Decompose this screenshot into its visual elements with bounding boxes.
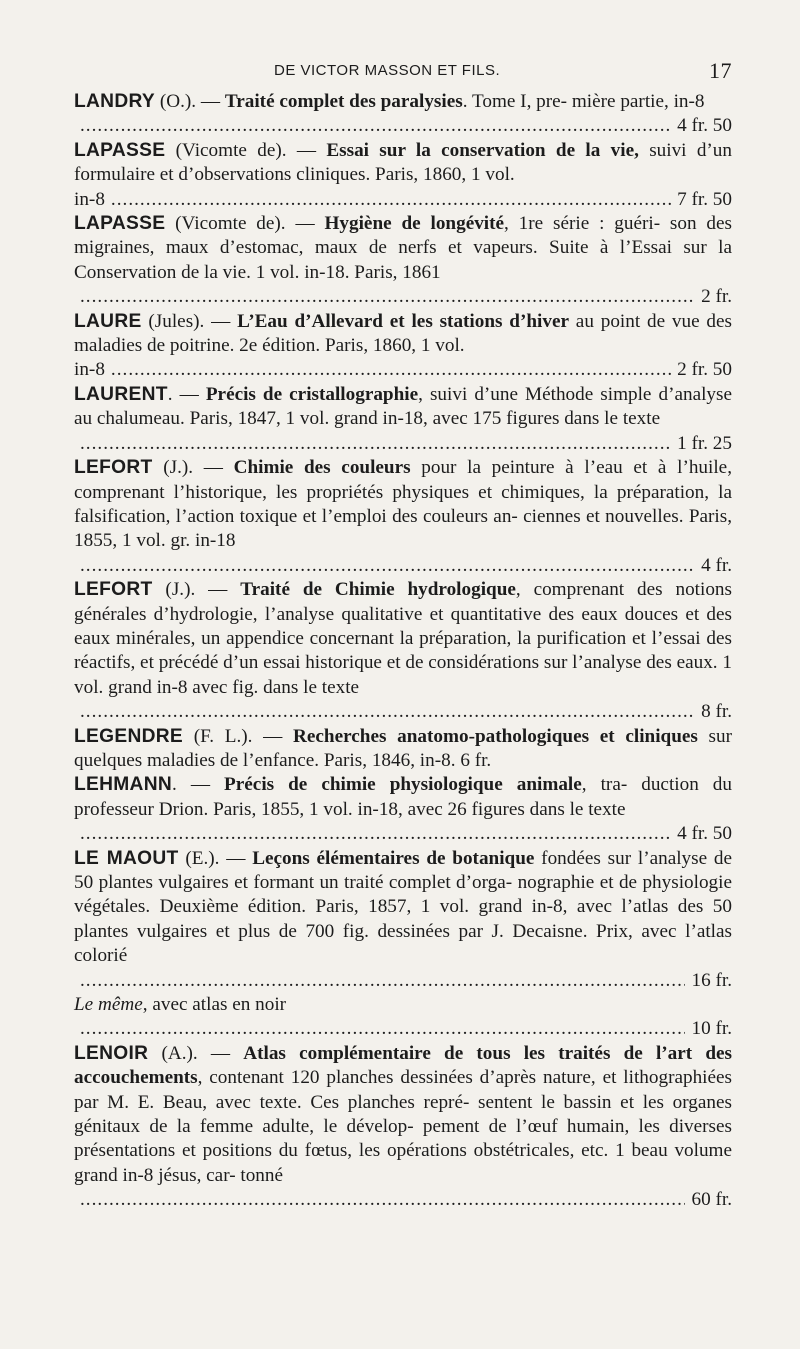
catalog-entry [74,90,732,139]
entry-price: 2 fr. 50 [677,359,732,381]
entry-italic: Le même [74,994,143,1016]
entry-title: Traité de Chimie hydrologique [240,579,516,601]
entry-body-tail: in-8 [74,188,105,210]
leader-dots [80,114,671,138]
entry-body: fondées sur l’analyse de 50 plantes vulgaires et formant un traité complet d’orga- nographie et de physiologie végétales. Deuxième édition. Paris, 1857, 1 vol. grand in-8, avec l’atlas des 50 plantes vulgaires et plus de 700 fig. dessinées par J. Decaisne. Prix, avec l’atlas colorié [74,847,733,967]
entry-title: Hygiène de longévité [324,213,505,235]
catalog-entry [74,212,732,310]
entry-author: LEGENDRE [74,725,184,747]
entry-title: Traité complet des paralysies [224,91,463,112]
entry-price: 1 fr. 25 [677,432,732,454]
entry-price: 16 fr. [691,969,732,991]
leader-dots [111,358,671,382]
catalog-entry [74,847,732,993]
entry-author: LAURENT [74,383,168,405]
entry-author-detail: . — [167,383,206,405]
entry-author-detail: (E.). — [178,847,253,869]
leader-dots [80,1188,685,1212]
entry-author: LEFORT [74,457,153,479]
entry-body: , comprenant des notions générales d’hydrologie, l’analyse qualitative et quantitative des eaux douces et des eaux minérales, un appendice concernant la préparation, la purification et l’essai des réactifs, et précédé d’un essai historique et de considérations sur l’analyse des eaux. 1 vol. grand in-8 avec fig. dans le texte [74,579,732,698]
entry-price: 4 fr. 50 [677,115,732,137]
entry-title: Précis de chimie physiologique animale [224,774,582,796]
entry-title: Chimie des couleurs [233,457,411,479]
leader-dots [80,1017,685,1041]
entry-price: 2 fr. [701,286,732,308]
entry-price: 6 fr. [460,749,492,771]
entry-body: , avec atlas en noir [142,994,287,1016]
entry-author-detail: . — [172,774,225,796]
entry-author-detail: (Jules). — [141,310,238,332]
entry-author-detail: (A.). — [148,1042,244,1064]
entry-author: LE MAOUT [74,847,179,869]
entry-author-detail: (O.). — [155,91,225,112]
catalog-entry [74,773,732,846]
entry-body: sur quelques maladies de l’enfance. Paris, 1846, in-8. [74,725,733,771]
entry-body: pour la peinture à l’eau et à l’huile, comprenant l’historique, les propriétés physiques et chimiques, la préparation, la falsification, l’action toxique et l’emploi des couleurs an- ciennes et nouvelles. Paris, 1855, 1 vol. gr. in-18 [74,457,732,552]
leader-dots [111,188,671,212]
catalog-entry [74,139,732,212]
leader-dots [80,822,671,846]
entry-body: , suivi d’une Méthode simple d’analyse au chalumeau. Paris, 1847, 1 vol. grand in-18, avec 175 figures dans le texte [74,383,733,430]
entry-author: LENOIR [74,1042,149,1064]
entry-author: LEFORT [74,579,153,601]
leader-dots [80,969,685,993]
entry-body-tail: in-8 [74,359,105,381]
entry-body: , tra- duction du professeur Drion. Paris, 1855, 1 vol. in-18, avec 26 figures dans le texte [74,774,732,820]
entry-title: Leçons élémentaires de botanique [252,847,535,869]
entry-author: LEHMANN [74,774,173,796]
catalog-entry [74,725,732,774]
leader-dots [80,285,695,309]
entry-title: L’Eau d’Allevard et les stations d’hiver [237,310,569,332]
page-number: 17 [709,58,732,83]
catalog-entry [74,383,732,456]
catalog-entry [74,993,732,1042]
entry-body: suivi d’un formulaire et d’observations cliniques. Paris, 1860, 1 vol. [74,139,732,186]
entry-price: 8 fr. [701,701,732,723]
entry-author-detail: (Vicomte de). — [165,213,325,235]
entry-author-detail: (J.). — [152,579,241,601]
entry-author: LAPASSE [74,213,166,235]
entry-body: au point de vue des maladies de poitrine. 2e édition. Paris, 1860, 1 vol. [74,310,732,357]
entry-author-detail: (Vicomte de). — [165,139,327,161]
catalog-entries [74,90,732,1213]
entry-price: 10 fr. [691,1018,732,1040]
entry-title: Essai sur la conservation de la vie, [326,139,639,161]
entry-price: 60 fr. [691,1189,732,1211]
entry-title: Recherches anatomo-pathologiques et cliniques [293,725,698,747]
entry-author-detail: (F. L.). — [183,725,294,747]
running-head-title: DE VICTOR MASSON ET FILS. [274,62,501,79]
entry-price: 4 fr. [701,554,732,576]
leader-dots [80,432,671,456]
entry-body: . Tome I, pre- mière partie, in-8 [462,91,705,112]
entry-title: Atlas complémentaire de tous les traités de l’art des accouchements [74,1042,733,1089]
entry-title: Précis de cristallographie [205,383,419,405]
entry-author-detail: (J.). — [152,457,234,479]
entry-price: 4 fr. 50 [677,823,732,845]
entry-body: , 1re série : guéri- son des migraines, maux d’estomac, maux de nerfs et vapeurs. Suite à l’Essai sur la Conservation de la vie. 1 vol. in-18. Paris, 1861 [74,213,732,283]
entry-author: LAURE [74,310,142,332]
leader-dots [80,554,695,578]
catalog-entry [74,456,732,578]
running-head [74,58,732,84]
catalog-entry [74,1042,732,1213]
entry-price: 7 fr. 50 [677,188,732,210]
catalog-entry [74,310,732,383]
entry-body: , contenant 120 planches dessinées d’après nature, et lithographiées par M. E. Beau, avec texte. Ces planches repré- sentent le bassin et les organes génitaux de la femme adulte, le dévelop- pement de l’œuf humain, les diverses présentations et positions du fœtus, les opérations obstétricales, etc. 1 beau volume grand in-8 jésus, car- tonné [74,1067,732,1186]
entry-author: LANDRY [74,91,156,112]
catalog-page [74,58,732,1213]
entry-author: LAPASSE [74,139,166,161]
leader-dots [80,700,695,724]
catalog-entry [74,578,732,724]
